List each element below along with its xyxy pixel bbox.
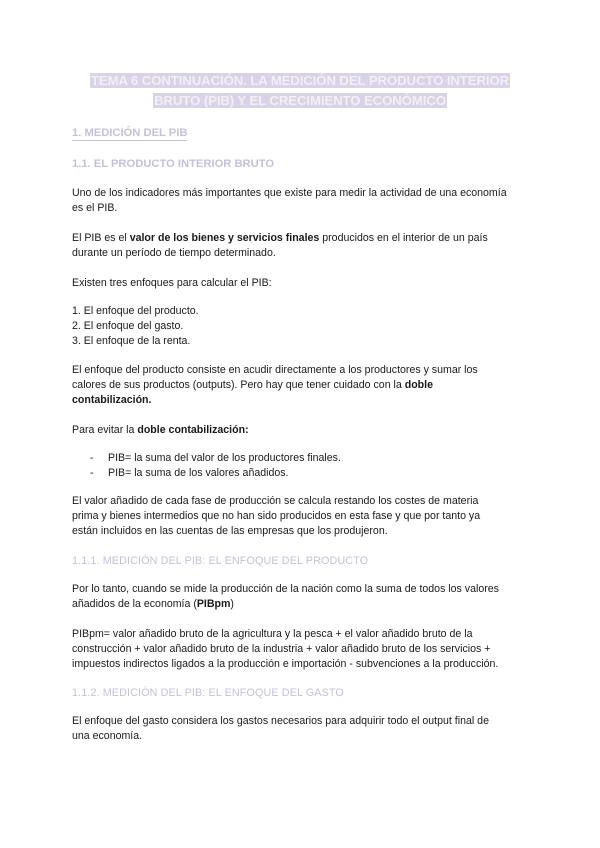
- pibpm-formula-line-3: impuestos indirectos ligados a la producción e importación - subvenciones a la producción.: [72, 658, 499, 671]
- title-line-1: TEMA 6 CONTINUACIÓN. LA MEDICIÓN DEL PRODUCTO INTERIOR: [90, 73, 510, 88]
- pibpm-intro-pre: añadidos de la economía (: [72, 598, 197, 611]
- paragraph-expenditure-approach: [72, 714, 532, 744]
- title-line-2: BRUTO (PIB) Y EL CRECIMIENTO ECONÓMICO: [154, 93, 446, 108]
- document-title: [60, 71, 540, 111]
- pibpm-intro-line-1: Por lo tanto, cuando se mide la producción de la nación como la suma de todos los valores: [72, 583, 499, 595]
- expenditure-line-2: una economía.: [72, 730, 143, 743]
- avoid-bold: doble contabilización:: [137, 424, 249, 436]
- section-heading-1-1-2: 1.1.2. MEDICIÓN DEL PIB: EL ENFOQUE DEL GASTO: [72, 687, 344, 699]
- list-item: 3. El enfoque de la renta.: [72, 335, 191, 348]
- definition-pre: El PIB es el: [72, 232, 130, 244]
- pibpm-intro-post: ): [230, 598, 234, 611]
- paragraph-value-added: [72, 494, 532, 540]
- paragraph-intro: [72, 186, 532, 216]
- paragraph-approaches-intro: Existen tres enfoques para calcular el PIB:: [72, 277, 272, 289]
- paragraph-pibpm-formula: [72, 627, 532, 673]
- list-item: [90, 451, 341, 466]
- paragraph-product-approach: [72, 363, 532, 409]
- pibpm-bold: PIBpm: [196, 598, 231, 611]
- section-heading-1-1-1: 1.1.1. MEDICIÓN DEL PIB: EL ENFOQUE DEL PRODUCTO: [72, 555, 369, 567]
- product-approach-line-2: calores de sus productos (outputs). Pero hay que tener cuidado con la: [72, 379, 405, 392]
- dash-item-text: PIB= la suma del valor de los productores finales.: [108, 452, 341, 464]
- definition-bold: valor de los bienes y servicios finales: [129, 232, 320, 244]
- section-heading-1: 1. MEDICIÓN DEL PIB: [72, 127, 188, 139]
- pibpm-formula-line-2: construcción + valor añadido bruto de la industria + valor añadido bruto de los servicios +: [72, 643, 491, 656]
- value-added-line-3: están incluidos en las cuentas de las empresas que los produjeron.: [72, 525, 388, 538]
- paragraph-intro-line-1: Uno de los indicadores más importantes que existe para medir la actividad de una economía: [72, 187, 507, 199]
- value-added-line-2: prima y bienes intermedios que no han sido producidos en esta fase y que por tanto ya: [72, 510, 481, 523]
- dash-bullet: -: [90, 467, 94, 480]
- paragraph-pibpm-intro: [72, 582, 532, 612]
- paragraph-intro-line-2: es el PIB.: [72, 202, 118, 215]
- list-item: [90, 466, 341, 481]
- avoid-pre: Para evitar la: [72, 424, 138, 436]
- paragraph-avoid: [72, 423, 532, 438]
- dash-bullet: -: [90, 452, 94, 464]
- product-approach-line-1: El enfoque del producto consiste en acudir directamente a los productores y sumar los: [72, 364, 478, 376]
- section-heading-1-1: 1.1. EL PRODUCTO INTERIOR BRUTO: [72, 158, 275, 170]
- paragraph-definition: [72, 231, 532, 261]
- product-approach-bold-2: contabilización.: [72, 394, 152, 407]
- dash-item-text: PIB= la suma de los valores añadidos.: [108, 467, 289, 480]
- product-approach-bold-1: doble: [404, 379, 433, 392]
- approaches-list: [72, 304, 199, 350]
- list-item: 1. El enfoque del producto.: [72, 305, 199, 317]
- pib-dash-list: [90, 451, 341, 481]
- expenditure-line-1: El enfoque del gasto considera los gastos necesarios para adquirir todo el output final de: [72, 715, 489, 727]
- list-item: 2. El enfoque del gasto.: [72, 320, 184, 333]
- value-added-line-1: El valor añadido de cada fase de producción se calcula restando los costes de materia: [72, 495, 479, 507]
- definition-post: producidos en el interior de un país: [319, 232, 488, 244]
- pibpm-formula-line-1: PIBpm= valor añadido bruto de la agricultura y la pesca + el valor añadido bruto de la: [72, 628, 473, 640]
- definition-line-2: durante un período de tiempo determinado.: [72, 247, 276, 260]
